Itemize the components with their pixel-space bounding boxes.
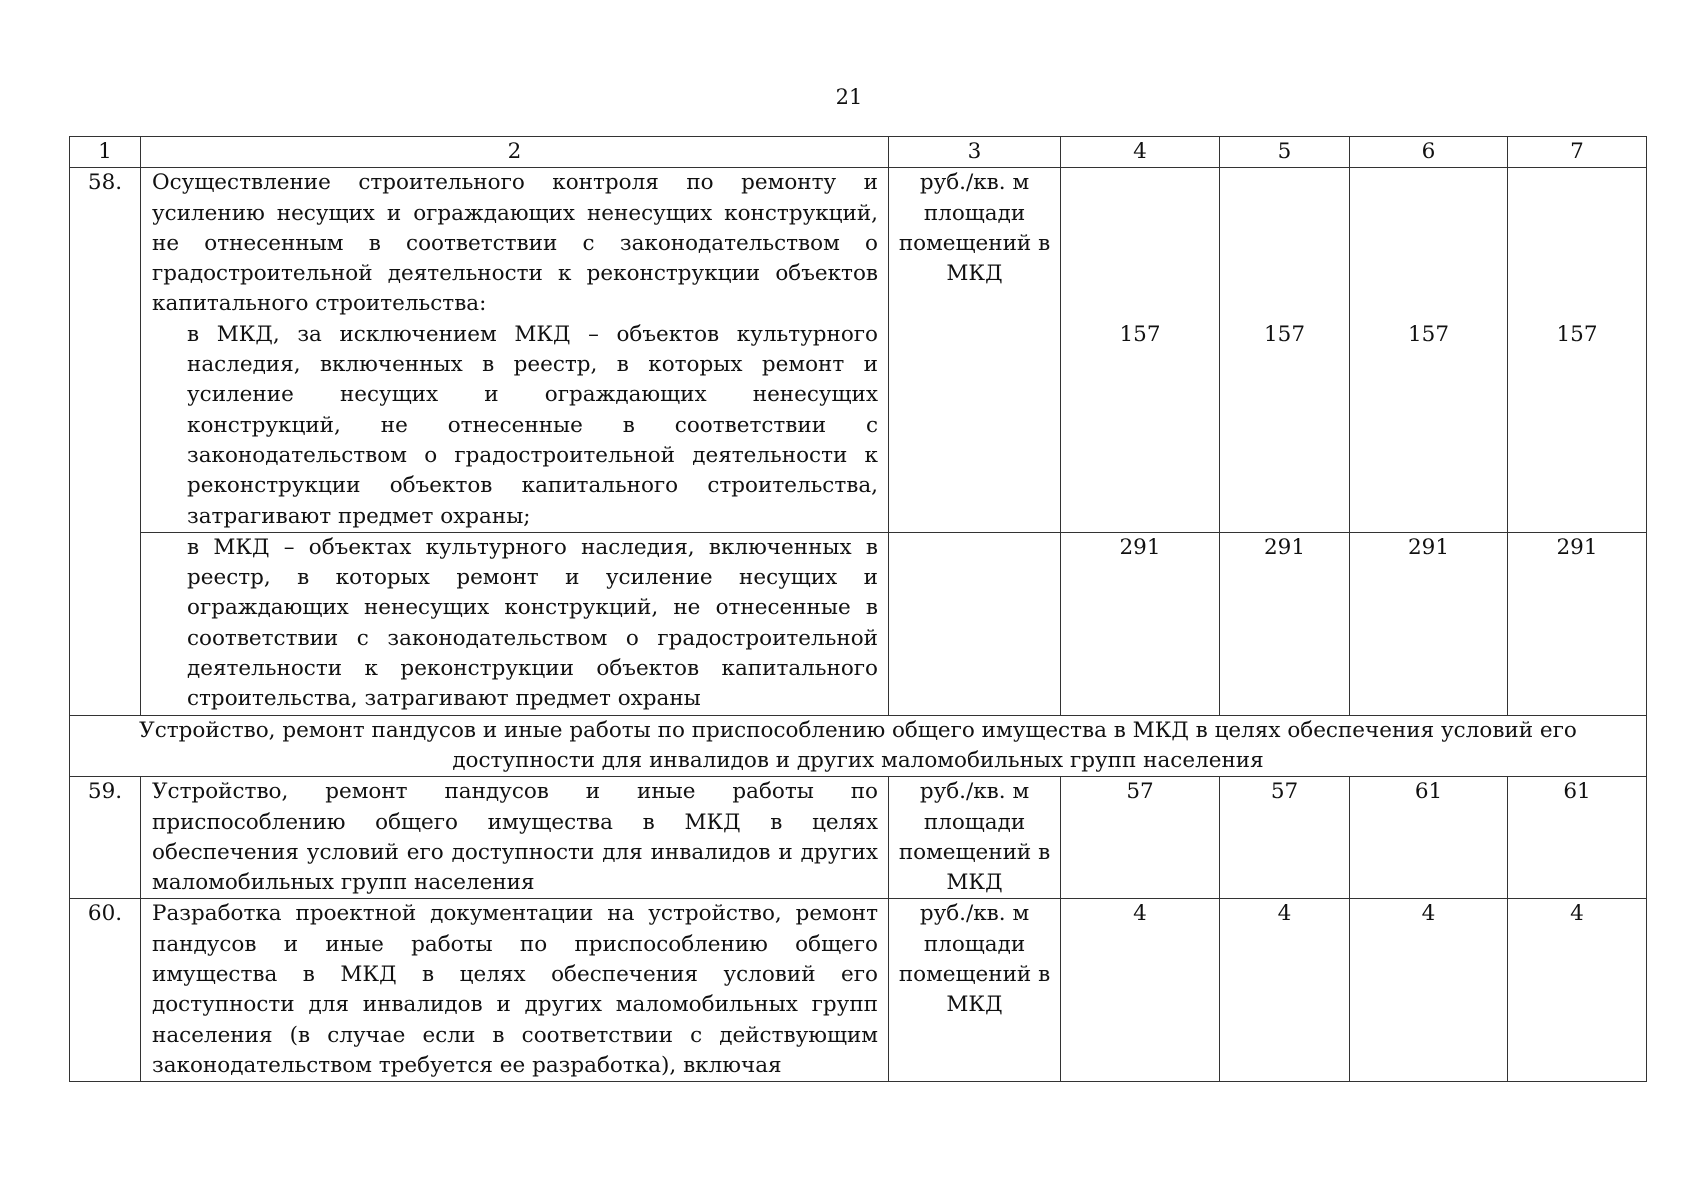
- page-number: 21: [835, 85, 863, 109]
- value: 157: [1263, 322, 1306, 348]
- row-59-col6: 61: [1350, 777, 1508, 899]
- row-60-unit: руб./кв. м площади помещений в МКД: [889, 899, 1061, 1082]
- row-60-col7: 4: [1508, 899, 1647, 1082]
- row-58-sub2-col5: 291: [1220, 532, 1350, 715]
- header-cell-5: 5: [1220, 137, 1350, 168]
- row-58-number: 58.: [70, 168, 141, 715]
- value: 157: [1119, 322, 1161, 348]
- row-60-col5: 4: [1220, 899, 1350, 1082]
- row-58-description-cell: [141, 168, 889, 533]
- row-58-sub1-col5: [1220, 168, 1350, 533]
- table-row-60: [70, 899, 1647, 1082]
- row-58-sub2-unit-empty: [889, 532, 1061, 715]
- row-58-sub2-cell: [141, 532, 889, 715]
- row-59-description: Устройство, ремонт пандусов и иные работы по приспособлению общего имущества в МКД в целях обеспечения условий его доступности для инвалидов и других маломобильных групп населения: [141, 777, 889, 899]
- table-row-59: [70, 777, 1647, 899]
- row-59-number: 59.: [70, 777, 141, 899]
- section-title: Устройство, ремонт пандусов и иные работы по приспособлению общего имущества в МКД в целях обеспечения условий его доступности для инвалидов и других маломобильных групп населения: [70, 715, 1647, 777]
- row-60-col6: 4: [1350, 899, 1508, 1082]
- table-row-58-sub2: [70, 532, 1647, 715]
- row-59-col5: 57: [1220, 777, 1350, 899]
- row-60-col4: 4: [1061, 899, 1220, 1082]
- header-cell-2: 2: [141, 137, 889, 168]
- header-row: [70, 137, 1647, 168]
- header-cell-3: 3: [889, 137, 1061, 168]
- row-59-col4: 57: [1061, 777, 1220, 899]
- value: 157: [1556, 322, 1598, 348]
- row-58-sub2-col6: 291: [1350, 532, 1508, 715]
- row-58-sub1-col7: [1508, 168, 1647, 533]
- value: 157: [1407, 322, 1450, 348]
- row-58-unit: руб./кв. м площади помещений в МКД: [889, 168, 1061, 533]
- row-58-sub1-col4: [1061, 168, 1220, 533]
- header-cell-7: 7: [1508, 137, 1647, 168]
- row-60-number: 60.: [70, 899, 141, 1082]
- section-row: [70, 715, 1647, 777]
- header-cell-6: 6: [1350, 137, 1508, 168]
- row-58-sub1-col6: [1350, 168, 1508, 533]
- row-60-description: Разработка проектной документации на устройство, ремонт пандусов и иные работы по приспособлению общего имущества в МКД в целях обеспечения условий его доступности для инвалидов и других маломобильных групп населения (в случае если в соответствии с действующим законодательством требуется ее разработка), включая: [141, 899, 889, 1082]
- row-59-col7: 61: [1508, 777, 1647, 899]
- header-cell-1: 1: [70, 137, 141, 168]
- table-row-58: [70, 168, 1647, 533]
- row-58-sub1: в МКД, за исключением МКД – объектов культурного наследия, включенных в реестр, в которых ремонт и усиление несущих и ограждающих ненесущих конструкций, не отнесенные в соответствии с законодательством о градостроительной деятельности к реконструкции объектов капитального строительства, затрагивают предмет охраны;: [187, 321, 878, 529]
- row-59-unit: руб./кв. м площади помещений в МКД: [889, 777, 1061, 899]
- row-58-description: Осуществление строительного контроля по ремонту и усилению несущих и ограждающих ненесущих конструкций, не отнесенным в соответствии с законодательством о градостроительной деятельности к реконструкции объектов капитального строительства:: [152, 170, 878, 317]
- row-58-sub2-col7: 291: [1508, 532, 1647, 715]
- row-58-sub2-col4: 291: [1061, 532, 1220, 715]
- rates-table: [69, 136, 1647, 1082]
- header-cell-4: 4: [1061, 137, 1220, 168]
- row-58-sub2: в МКД – объектах культурного наследия, включенных в реестр, в которых ремонт и усиление несущих и ограждающих ненесущих конструкций, не отнесенные в соответствии с законодательством о градостроительной деятельности к реконструкции объектов капитального строительства, затрагивают предмет охраны: [187, 534, 878, 712]
